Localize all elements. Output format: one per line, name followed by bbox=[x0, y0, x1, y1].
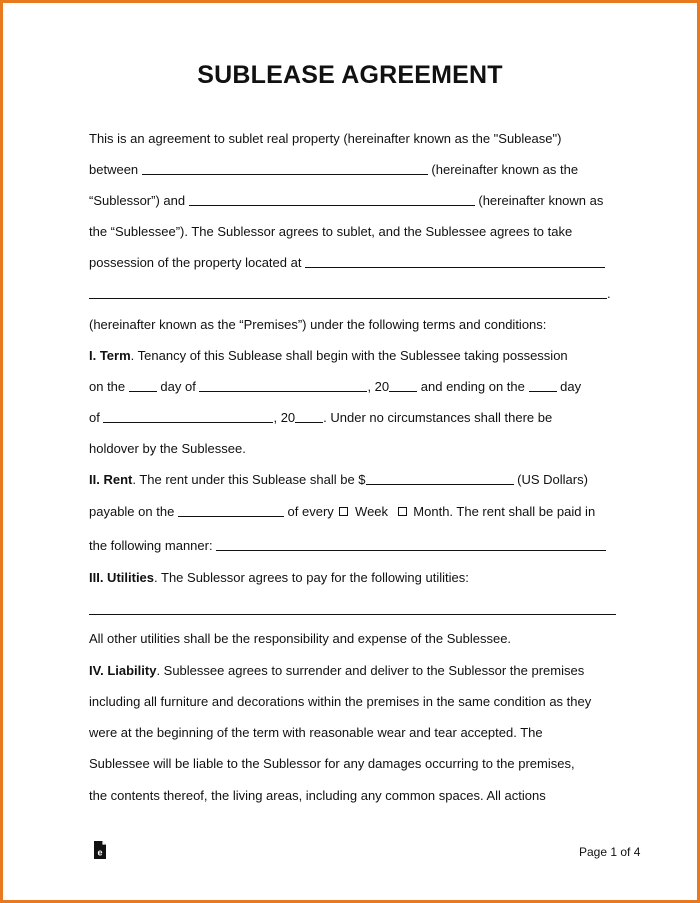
intro-between-text: between bbox=[89, 162, 139, 177]
eforms-logo-icon bbox=[93, 840, 107, 860]
property-address-blank[interactable] bbox=[305, 255, 605, 268]
liability-line-4: Sublessee will be liable to the Sublessor for any damages occurring to the premises, bbox=[89, 756, 575, 771]
rent-amount-blank[interactable] bbox=[366, 472, 514, 485]
rent-line-3 bbox=[89, 538, 606, 554]
rent-currency-text: (US Dollars) bbox=[517, 472, 588, 487]
term-line-1 bbox=[89, 348, 568, 364]
week-checkbox[interactable] bbox=[339, 507, 348, 516]
month-label: Month. The rent shall be paid in bbox=[413, 504, 596, 519]
rent-payable-text: payable on the bbox=[89, 504, 175, 519]
term-year-prefix: , 20 bbox=[367, 379, 390, 394]
utilities-line-3: All other utilities shall be the responsibility and expense of the Sublessee. bbox=[89, 631, 512, 646]
intro-line-2 bbox=[89, 162, 578, 178]
term-line-4: holdover by the Sublessee. bbox=[89, 441, 246, 456]
sublessor-name-blank[interactable] bbox=[142, 162, 428, 175]
end-month-blank[interactable] bbox=[103, 410, 273, 423]
end-day-blank[interactable] bbox=[529, 379, 557, 392]
end-year-blank[interactable] bbox=[295, 410, 323, 423]
week-label: Week bbox=[355, 504, 389, 519]
intro-property-text: possession of the property located at bbox=[89, 255, 302, 270]
term-year-prefix-2: , 20 bbox=[273, 410, 296, 425]
rent-payable-day-blank[interactable] bbox=[178, 504, 284, 517]
term-day-of-text: day of bbox=[160, 379, 196, 394]
term-line-2 bbox=[89, 379, 581, 395]
term-on-the-text: on the bbox=[89, 379, 126, 394]
liability-line-5: the contents thereof, the living areas, including any common spaces. All actions bbox=[89, 788, 546, 803]
utilities-text-1: . The Sublessor agrees to pay for the following utilities: bbox=[154, 570, 469, 585]
start-month-blank[interactable] bbox=[199, 379, 367, 392]
intro-period: . bbox=[607, 286, 611, 301]
term-of-text: of bbox=[89, 410, 100, 425]
intro-line-3 bbox=[89, 193, 603, 209]
start-year-blank[interactable] bbox=[389, 379, 417, 392]
month-checkbox[interactable] bbox=[398, 507, 407, 516]
document-title: SUBLEASE AGREEMENT bbox=[197, 61, 503, 89]
liability-line-3: were at the beginning of the term with reasonable wear and tear accepted. The bbox=[89, 725, 543, 740]
intro-known-as-text: (hereinafter known as the bbox=[431, 162, 579, 177]
intro-line-4: the “Sublessee”). The Sublessor agrees to sublet, and the Sublessee agrees to take bbox=[89, 224, 573, 239]
property-address-blank-2[interactable] bbox=[89, 286, 607, 299]
rent-line-2 bbox=[89, 504, 595, 520]
term-ending-text: and ending on the bbox=[420, 379, 525, 394]
rent-manner-blank[interactable] bbox=[216, 538, 606, 551]
intro-line-5 bbox=[89, 255, 605, 271]
rent-heading: II. Rent bbox=[89, 472, 133, 487]
liability-line-1 bbox=[89, 663, 584, 679]
rent-every-text: of every bbox=[287, 504, 334, 519]
rent-manner-text: the following manner: bbox=[89, 538, 213, 553]
intro-known-as-text-2: (hereinafter known as bbox=[478, 193, 604, 208]
liability-text-1: . Sublessee agrees to surrender and deliver to the Sublessor the premises bbox=[156, 663, 585, 678]
utilities-line-1 bbox=[89, 570, 469, 586]
term-line-3 bbox=[89, 410, 552, 426]
utilities-blank[interactable] bbox=[89, 614, 616, 615]
term-holdover-text: . Under no circumstances shall there be bbox=[323, 410, 553, 425]
svg-text:e: e bbox=[97, 847, 103, 858]
term-heading: I. Term bbox=[89, 348, 131, 363]
rent-text-1: . The rent under this Sublease shall be $ bbox=[132, 472, 366, 487]
term-day-text: day bbox=[560, 379, 582, 394]
liability-line-2: including all furniture and decorations within the premises in the same condition as they bbox=[89, 694, 592, 709]
intro-sublessor-text: “Sublessor”) and bbox=[89, 193, 186, 208]
start-day-blank[interactable] bbox=[129, 379, 157, 392]
utilities-heading: III. Utilities bbox=[89, 570, 155, 585]
sublessee-name-blank[interactable] bbox=[189, 193, 475, 206]
term-text-1: . Tenancy of this Sublease shall begin with the Sublessee taking possession bbox=[130, 348, 568, 363]
intro-line-7: (hereinafter known as the “Premises”) under the following terms and conditions: bbox=[89, 317, 547, 332]
intro-line-6 bbox=[89, 286, 611, 302]
liability-heading: IV. Liability bbox=[89, 663, 157, 678]
page-number: Page 1 of 4 bbox=[579, 845, 641, 859]
rent-line-1 bbox=[89, 472, 588, 488]
intro-line-1: This is an agreement to sublet real property (hereinafter known as the "Sublease") bbox=[89, 131, 562, 146]
